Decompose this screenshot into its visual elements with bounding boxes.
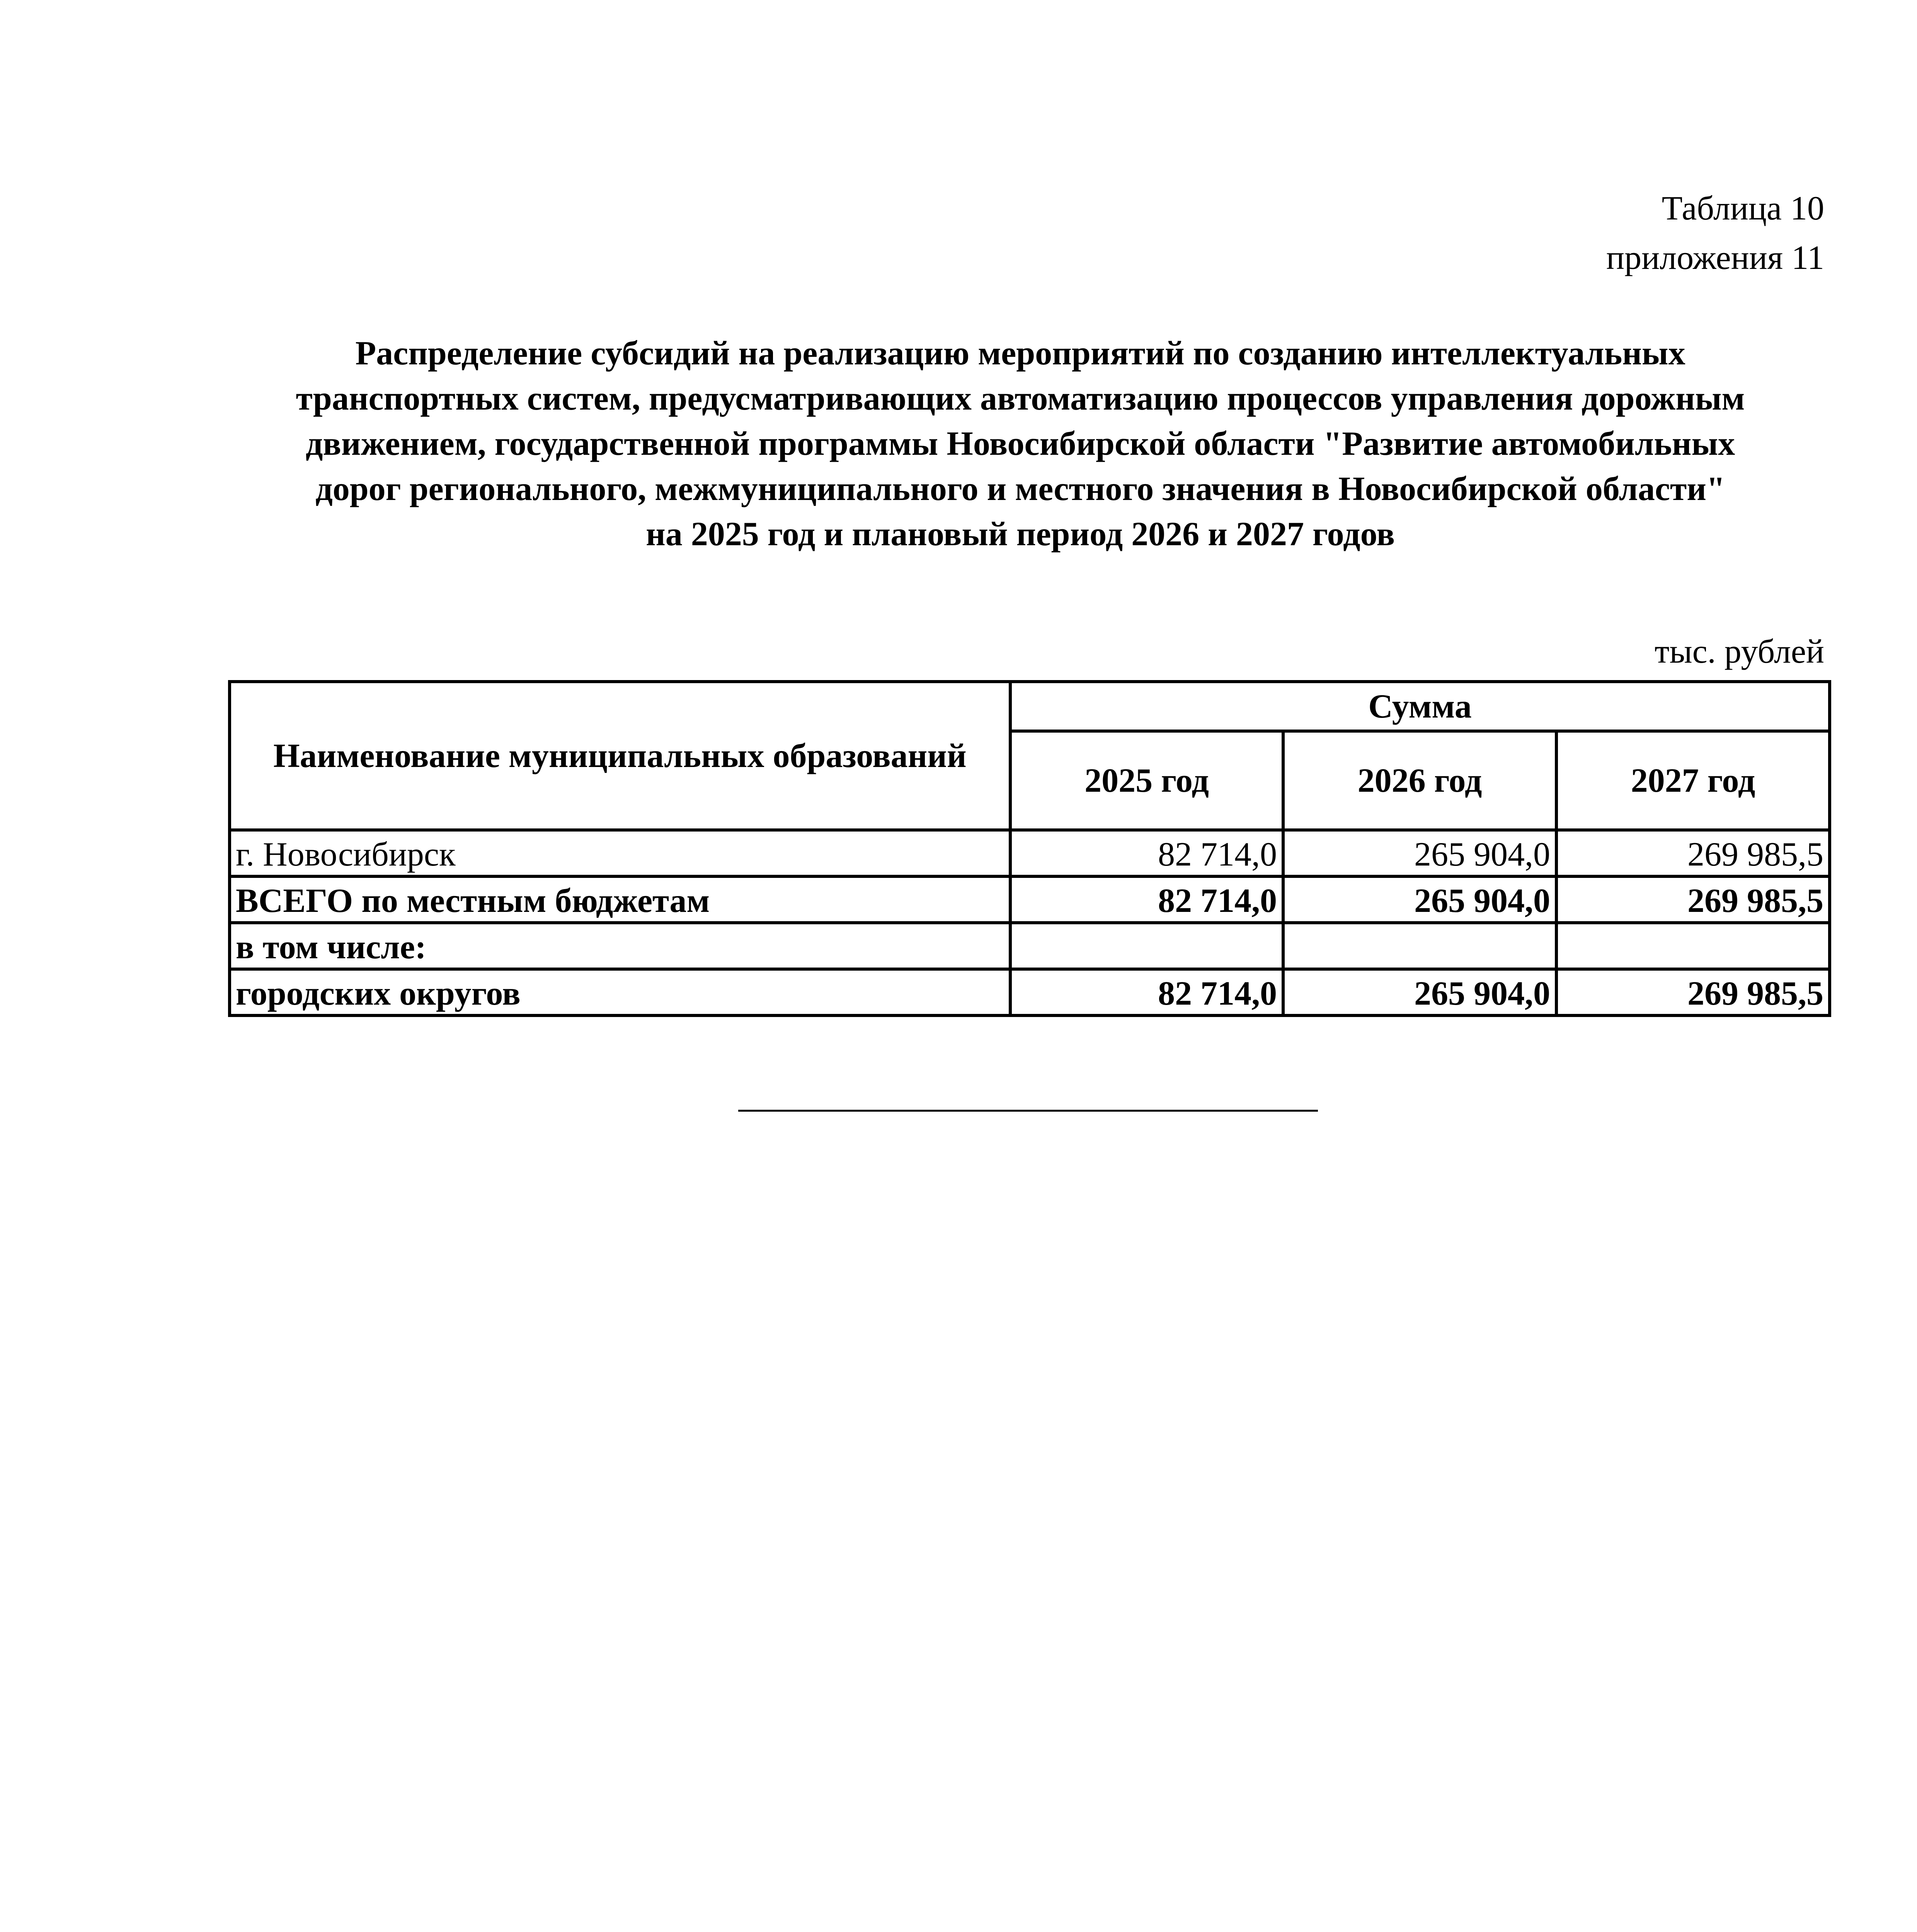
- title-line: Распределение субсидий на реализацию мероприятий по созданию интеллектуальных: [355, 335, 1685, 372]
- document-title: [216, 331, 1824, 557]
- value-2027: [1556, 923, 1830, 969]
- appendix-reference: [1606, 184, 1824, 283]
- value-2025: 82 714,0: [1010, 876, 1283, 923]
- column-header-2025: 2025 год: [1010, 731, 1283, 830]
- value-2025: 82 714,0: [1010, 830, 1283, 876]
- row-name: городских округов: [230, 969, 1010, 1015]
- row-name: ВСЕГО по местным бюджетам: [230, 876, 1010, 923]
- units-label: тыс. рублей: [1655, 633, 1824, 670]
- value-2026: [1283, 923, 1556, 969]
- value-2025: 82 714,0: [1010, 969, 1283, 1015]
- value-2026: 265 904,0: [1283, 876, 1556, 923]
- value-2027: 269 985,5: [1556, 876, 1830, 923]
- value-2026: 265 904,0: [1283, 969, 1556, 1015]
- row-name: в том числе:: [230, 923, 1010, 969]
- table-row: [230, 876, 1830, 923]
- table-row: [230, 830, 1830, 876]
- column-header-sum: Сумма: [1010, 682, 1830, 731]
- value-2027: 269 985,5: [1556, 969, 1830, 1015]
- value-2027: 269 985,5: [1556, 830, 1830, 876]
- table-number: Таблица 10: [1662, 190, 1824, 227]
- column-header-2026: 2026 год: [1283, 731, 1556, 830]
- title-line: дорог регионального, межмуниципального и местного значения в Новосибирской области": [315, 470, 1725, 508]
- table-row: [230, 969, 1830, 1015]
- value-2025: [1010, 923, 1283, 969]
- subsidy-table: [228, 680, 1831, 1017]
- column-header-2027: 2027 год: [1556, 731, 1830, 830]
- column-header-name: Наименование муниципальных образований: [230, 682, 1010, 830]
- appendix-number: приложения 11: [1606, 239, 1824, 277]
- row-name: г. Новосибирск: [230, 830, 1010, 876]
- value-2026: 265 904,0: [1283, 830, 1556, 876]
- title-line: на 2025 год и плановый период 2026 и 2027 годов: [646, 515, 1395, 553]
- end-of-table-rule: [738, 1110, 1318, 1112]
- title-line: транспортных систем, предусматривающих автоматизацию процессов управления дорожным: [296, 380, 1745, 417]
- title-line: движением, государственной программы Новосибирской области "Развитие автомобильных: [305, 425, 1735, 463]
- table-row: [230, 923, 1830, 969]
